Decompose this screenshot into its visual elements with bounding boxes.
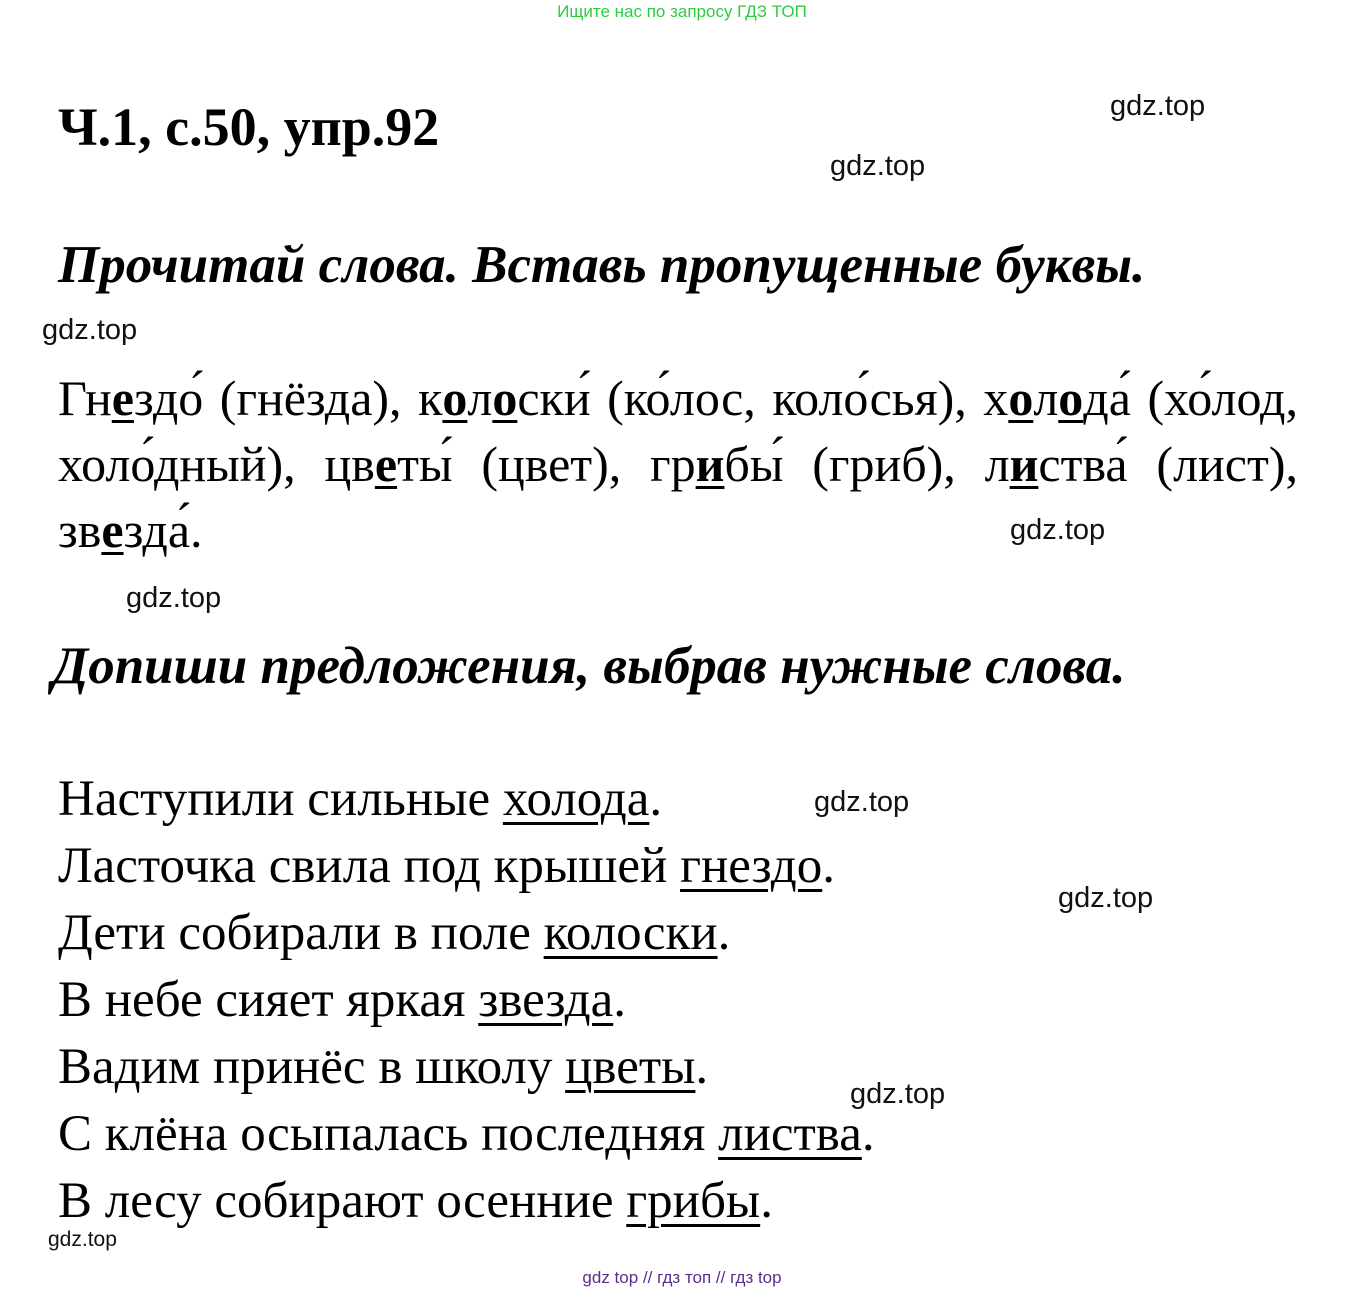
inserted-letter: е bbox=[374, 436, 398, 492]
footer-links: gdz top // гдз топ // гдз top bbox=[582, 1268, 782, 1287]
sentence-3 bbox=[58, 904, 730, 962]
sentence-6 bbox=[58, 1105, 875, 1163]
word-text: бы́ (гриб), л bbox=[724, 436, 1010, 492]
word-text: ты́ (цвет), гр bbox=[397, 436, 696, 492]
sentence-end: . bbox=[861, 1106, 875, 1162]
watermark: gdz.top bbox=[850, 1078, 946, 1110]
word-text: л bbox=[467, 370, 493, 426]
answer-word: цветы bbox=[565, 1039, 696, 1095]
watermark: gdz.top bbox=[830, 150, 926, 182]
sentence-text: Дети собирали в поле bbox=[58, 905, 544, 961]
inserted-letter: о bbox=[1008, 370, 1034, 426]
sentence-text: В лесу собирают осенние bbox=[58, 1173, 627, 1229]
sentence-text: Ласточка свила под крышей bbox=[58, 838, 681, 894]
answer-word: колоски bbox=[543, 905, 718, 961]
inserted-letter: и bbox=[695, 436, 725, 492]
inserted-letter: о bbox=[1058, 370, 1084, 426]
word-text: зда́. bbox=[123, 502, 203, 558]
answer-word: листва bbox=[718, 1106, 862, 1162]
inserted-letter: о bbox=[492, 370, 518, 426]
sentence-7 bbox=[58, 1172, 773, 1230]
answer-word: гнездо bbox=[680, 838, 823, 894]
task-heading-2: Допиши предложения, выбрав нужные слова. bbox=[52, 637, 1126, 695]
watermark: gdz.top bbox=[48, 1228, 117, 1251]
word-text: здо́ (гнёзда), к bbox=[133, 370, 443, 426]
top-banner: Ищите нас по запросу ГДЗ ТОП bbox=[557, 2, 807, 21]
page-title: Ч.1, с.50, упр.92 bbox=[58, 97, 440, 157]
sentence-5 bbox=[58, 1038, 708, 1096]
watermark: gdz.top bbox=[814, 786, 910, 818]
sentence-end: . bbox=[695, 1039, 709, 1095]
sentence-4 bbox=[58, 971, 626, 1029]
sentence-end: . bbox=[717, 905, 731, 961]
sentence-end: . bbox=[822, 838, 835, 894]
sentence-text: Наступили сильные bbox=[58, 771, 503, 827]
inserted-letter: е bbox=[101, 502, 124, 558]
answer-word: холода bbox=[502, 771, 650, 827]
sentence-end: . bbox=[760, 1173, 773, 1229]
sentence-text: Вадим принёс в школу bbox=[58, 1039, 566, 1095]
watermark: gdz.top bbox=[1010, 514, 1106, 546]
inserted-letter: о bbox=[442, 370, 468, 426]
word-text: ски́ (ко́лос, коло́сья), х bbox=[517, 370, 1009, 426]
watermark: gdz.top bbox=[42, 314, 138, 346]
inserted-letter: е bbox=[111, 370, 134, 426]
sentence-text: С клёна осыпалась последняя bbox=[58, 1106, 719, 1162]
sentence-2 bbox=[58, 837, 835, 895]
watermark: gdz.top bbox=[126, 582, 222, 614]
sentence-text: В небе сияет яркая bbox=[58, 972, 479, 1028]
inserted-letter: и bbox=[1009, 436, 1039, 492]
word-text: л bbox=[1033, 370, 1059, 426]
sentence-end: . bbox=[649, 771, 663, 827]
sentence-end: . bbox=[613, 972, 626, 1028]
watermark: gdz.top bbox=[1110, 90, 1206, 122]
sentence-1 bbox=[58, 770, 662, 828]
word-text: Гн bbox=[58, 370, 112, 426]
word-text: ства́ (лист), зв bbox=[58, 436, 1298, 558]
words-paragraph bbox=[58, 365, 1298, 563]
task-heading-1: Прочитай слова. Вставь пропущенные буквы. bbox=[58, 236, 1146, 294]
watermark: gdz.top bbox=[1058, 882, 1154, 914]
answer-word: звезда bbox=[478, 972, 614, 1028]
answer-word: грибы bbox=[626, 1173, 761, 1229]
word-text: да́ (хо́лод, холо́дный), цв bbox=[58, 370, 1298, 492]
